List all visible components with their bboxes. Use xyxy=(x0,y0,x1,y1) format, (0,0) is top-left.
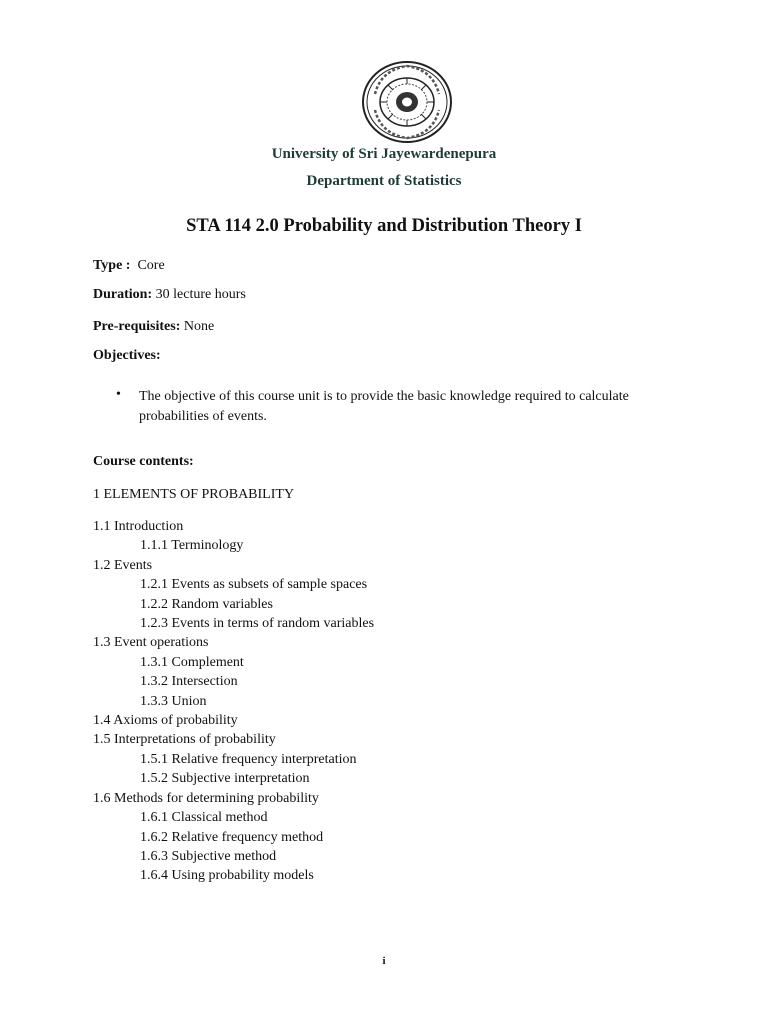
list-item: 1.3.2 Intersection xyxy=(140,674,238,690)
prerequisites-value: None xyxy=(183,319,215,334)
list-item: 1.1 Introduction xyxy=(93,519,184,534)
list-item: 1.1.1 Terminology xyxy=(140,538,244,554)
university-seal-logo xyxy=(361,60,453,144)
type-value: Core xyxy=(137,258,165,273)
list-item: 1.6.1 Classical method xyxy=(140,810,268,826)
list-item: 1.2 Events xyxy=(93,557,153,573)
prerequisites-label: Pre-requisites: xyxy=(93,319,181,334)
list-item: 1.4 Axioms of probability xyxy=(93,713,238,729)
list-item: 1.5 Interpretations of probability xyxy=(93,732,276,748)
duration-value: 30 lecture hours xyxy=(155,287,246,302)
type-label: Type : xyxy=(93,258,131,273)
list-item: 1.6.3 Subjective method xyxy=(140,848,277,864)
type-row xyxy=(93,258,165,274)
duration-label: Duration: xyxy=(93,287,153,302)
list-item: 1.6.2 Relative frequency method xyxy=(140,829,324,845)
list-item: 1.5.2 Subjective interpretation xyxy=(140,771,310,787)
list-item: 1.2.1 Events as subsets of sample spaces xyxy=(140,577,368,593)
objectives-heading: Objectives: xyxy=(93,348,161,363)
list-item: 1.6 Methods for determining probability xyxy=(93,790,319,806)
department-name: Department of Statistics xyxy=(306,173,462,189)
list-item: 1.6.4 Using probability models xyxy=(140,868,314,884)
prerequisites-row xyxy=(93,319,214,335)
list-item: 1.5.1 Relative frequency interpretation xyxy=(140,751,357,767)
list-item: 1.2.3 Events in terms of random variables xyxy=(140,616,375,632)
course-contents-heading: Course contents: xyxy=(93,454,194,469)
objective-text: The objective of this course unit is to provide the basic knowledge required to calculate probabilities of events. xyxy=(139,389,629,424)
list-item: 1.3.3 Union xyxy=(140,693,207,709)
page-number: i xyxy=(382,955,386,967)
duration-row xyxy=(93,287,246,303)
list-item: 1.3.1 Complement xyxy=(140,654,244,670)
course-title: STA 114 2.0 Probability and Distribution Theory I xyxy=(186,216,582,236)
contents-list xyxy=(93,517,374,886)
list-item: 1.2.2 Random variables xyxy=(140,596,273,612)
list-item: 1.3 Event operations xyxy=(93,635,209,651)
section-heading: 1 ELEMENTS OF PROBABILITY xyxy=(93,487,295,502)
bullet-icon: • xyxy=(116,387,121,402)
university-name: University of Sri Jayewardenepura xyxy=(271,146,497,162)
